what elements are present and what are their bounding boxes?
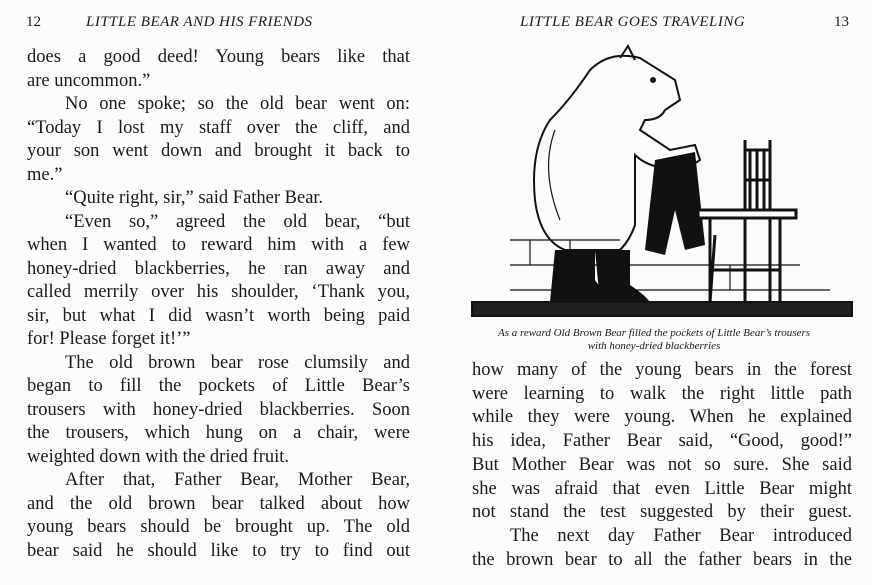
page-number: 13	[834, 14, 849, 30]
text-line: “Even so,” agreed the old bear, “but	[65, 211, 410, 232]
right-page	[436, 0, 872, 585]
text-line: the brown bear to all the father bears in the	[472, 549, 852, 570]
text-line: the trousers, which hung on a chair, were	[27, 423, 410, 443]
text-line: “Quite right, sir,” said Father Bear.	[65, 188, 324, 208]
illustration-bear-with-trousers	[470, 40, 856, 320]
text-line: The next day Father Bear introduced	[510, 525, 852, 546]
text-line: But Mother Bear was not so sure. She said	[472, 454, 852, 475]
text-line: young bears should be brought up. The old	[27, 517, 410, 537]
running-head: LITTLE BEAR AND HIS FRIENDS	[86, 14, 313, 30]
text-line: his idea, Father Bear said, “Good, good!”	[472, 431, 852, 452]
text-line: not stand the test suggested by their guest.	[472, 502, 852, 523]
text-line: bear said he should like to try to find out	[27, 540, 410, 561]
text-line: were learning to walk the right little path	[472, 383, 852, 404]
text-line: weighted down with the dried fruit.	[27, 446, 290, 467]
figure-caption	[454, 327, 854, 353]
text-line: when I wanted to reward him with a few	[27, 235, 410, 255]
text-line: began to fill the pockets of Little Bear’s	[27, 376, 410, 396]
text-line: trousers with honey-dried blackberries. Soon	[27, 399, 410, 420]
text-line: for! Please forget it!’”	[27, 329, 191, 349]
text-line: me.”	[27, 164, 63, 185]
text-line: sir, but what I did wasn’t worth being paid	[27, 305, 410, 326]
page-number: 12	[26, 14, 41, 30]
text-line: honey-dried blackberries, he ran away and	[27, 258, 410, 279]
text-line: are uncommon.”	[27, 70, 151, 91]
caption-line: with honey-dried blackberries	[587, 340, 721, 352]
text-line: and the old brown bear talked about how	[27, 493, 410, 514]
text-line: your son went down and brought it back to	[27, 141, 410, 161]
text-line: The old brown bear rose clumsily and	[65, 352, 410, 373]
text-line: No one spoke; so the old bear went on:	[65, 94, 410, 114]
text-line: After that, Father Bear, Mother Bear,	[65, 470, 410, 490]
running-head: LITTLE BEAR GOES TRAVELING	[520, 14, 746, 30]
text-line: how many of the young bears in the forest	[472, 360, 852, 380]
text-line: “Today I lost my staff over the cliff, and	[27, 117, 410, 138]
text-line: while they were young. When he explained	[472, 407, 852, 428]
caption-line: As a reward Old Brown Bear filled the pockets of Little Bear’s trousers	[497, 327, 811, 339]
text-line: called merrily over his shoulder, ‘Thank you,	[27, 282, 410, 302]
text-line: does a good deed! Young bears like that	[27, 47, 410, 67]
text-line: she was afraid that even Little Bear might	[472, 478, 852, 499]
